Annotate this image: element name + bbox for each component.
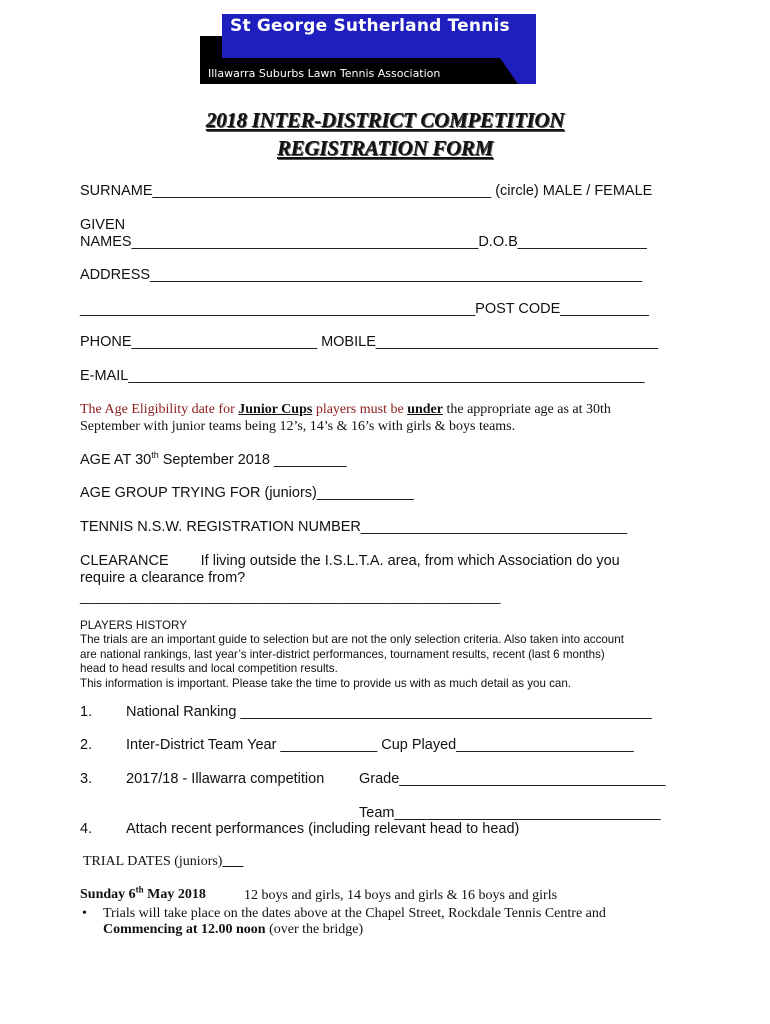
clearance-field[interactable]: ______________________________________________________ bbox=[80, 588, 501, 604]
history-line-1: The trials are an important guide to selection but are not the only selection criteria. Also taken into account bbox=[80, 633, 624, 646]
clearance-text: If living outside the I.S.L.T.A. area, from which Association do you bbox=[200, 553, 620, 569]
trial-groups: 12 boys and girls, 14 boys and girls & 16 boys and girls bbox=[244, 888, 558, 903]
postcode-field[interactable]: _________________________________________________POST CODE___________ bbox=[80, 301, 649, 317]
trial-location-line2 bbox=[103, 922, 363, 938]
junior-cups-label: Junior Cups bbox=[238, 402, 313, 417]
attach-performances-label: Attach recent performances (including relevant head to head) bbox=[126, 821, 520, 837]
given-names-dob-field[interactable]: NAMES___________________________________________D.O.B________________ bbox=[80, 234, 647, 250]
age-blank: September 2018 _________ bbox=[158, 452, 347, 468]
trial-date-line bbox=[80, 884, 206, 903]
history-line-4: This information is important. Please take the time to provide us with as much detail as you can. bbox=[80, 676, 572, 690]
grade-field[interactable]: Grade_________________________________ bbox=[359, 771, 666, 787]
eligibility-text-2: players must be bbox=[312, 402, 408, 417]
item-4-number: 4. bbox=[80, 821, 93, 837]
eligibility-date-label: The Age Eligibility date bbox=[80, 402, 215, 417]
given-names-label: GIVEN bbox=[80, 217, 126, 233]
team-field[interactable]: Team_________________________________ bbox=[359, 805, 661, 821]
eligibility-text-3: the appropriate age as at 30th bbox=[442, 402, 611, 417]
age-label: AGE AT 30 bbox=[80, 452, 152, 468]
trial-dates-label: TRIAL DATES (juniors) bbox=[83, 854, 223, 869]
address-field[interactable]: ADDRESS_____________________________________________________________ bbox=[80, 267, 643, 283]
trial-location-line1: Trials will take place on the dates above at the Chapel Street, Rockdale Tennis Centre and bbox=[103, 906, 606, 921]
trial-dates-title bbox=[83, 854, 243, 870]
illawarra-competition-label: 2017/18 - Illawarra competition bbox=[126, 771, 325, 787]
trial-date-prefix: Sunday 6 bbox=[80, 887, 136, 902]
clearance-question bbox=[80, 553, 620, 569]
trial-date-suffix: May 2018 bbox=[143, 887, 206, 902]
age-sup: th bbox=[151, 450, 159, 461]
bullet-icon: • bbox=[82, 906, 87, 921]
inter-district-field[interactable]: Inter-District Team Year ____________ Cup Played______________________ bbox=[126, 737, 634, 753]
clearance-label: CLEARANCE bbox=[80, 553, 169, 569]
form-title-line2: REGISTRATION FORM bbox=[276, 136, 494, 160]
association-logo bbox=[200, 14, 536, 84]
eligibility-text: for bbox=[214, 402, 239, 417]
age-at-date-field[interactable] bbox=[80, 452, 347, 468]
logo-subtitle: Illawarra Suburbs Lawn Tennis Association bbox=[208, 67, 441, 80]
trial-start-time: Commencing at 12.00 noon bbox=[103, 922, 266, 937]
players-history-title: PLAYERS HISTORY bbox=[80, 619, 187, 632]
trial-date-sup: th bbox=[135, 884, 144, 895]
eligibility-note-line2: September with junior teams being 12’s, 14’s & 16’s with girls & boys teams. bbox=[80, 419, 516, 434]
trial-location-note: (over the bridge) bbox=[265, 922, 364, 937]
eligibility-note-line1 bbox=[80, 402, 611, 418]
tennis-nsw-field[interactable]: TENNIS N.S.W. REGISTRATION NUMBER_________________________________ bbox=[80, 519, 628, 535]
under-label: under bbox=[407, 402, 443, 417]
form-title-line1: 2018 INTER-DISTRICT COMPETITION bbox=[205, 108, 565, 132]
clearance-question-line2: require a clearance from? bbox=[80, 570, 246, 586]
history-line-3: head to head results and local competition results. bbox=[80, 662, 338, 675]
item-2-number: 2. bbox=[80, 737, 93, 753]
national-ranking-field[interactable]: National Ranking ___________________________________________________ bbox=[126, 704, 652, 720]
logo-title: St George Sutherland Tennis bbox=[230, 16, 510, 36]
item-3-number: 3. bbox=[80, 771, 93, 787]
history-line-2: are national rankings, last year’s inter-district performances, tournament results, recent (last 6 months) bbox=[80, 647, 605, 661]
age-group-field[interactable]: AGE GROUP TRYING FOR (juniors)____________ bbox=[80, 485, 414, 501]
surname-field[interactable]: SURNAME__________________________________________ (circle) MALE / FEMALE bbox=[80, 183, 653, 199]
phone-mobile-field[interactable]: PHONE_______________________ MOBILE___________________________________ bbox=[80, 334, 659, 350]
email-field[interactable]: E-MAIL________________________________________________________________ bbox=[80, 368, 645, 384]
item-1-number: 1. bbox=[80, 704, 93, 720]
